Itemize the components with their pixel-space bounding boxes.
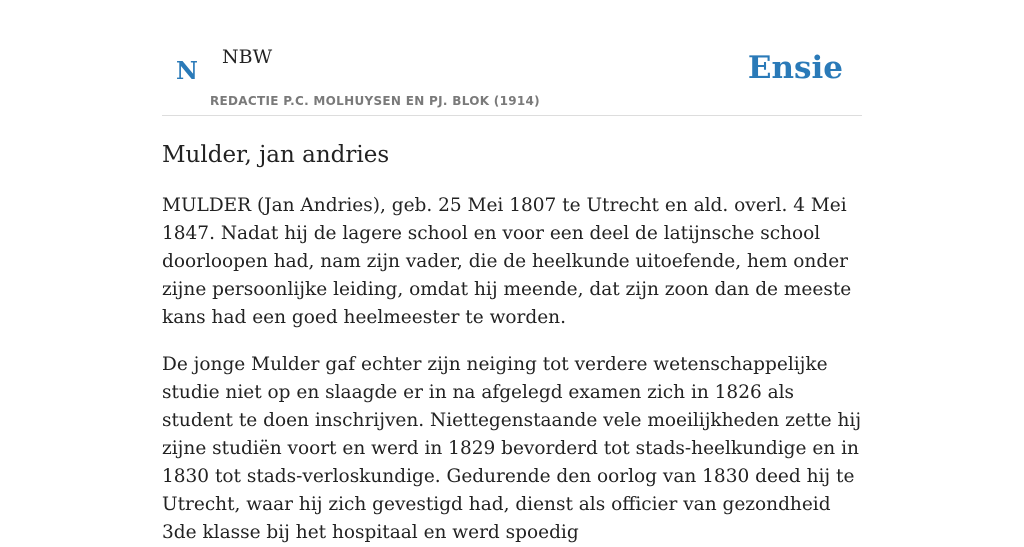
source-name[interactable]: NBW [222, 46, 273, 68]
page-container [162, 0, 862, 547]
header [162, 0, 862, 116]
article-title: Mulder, jan andries [162, 142, 390, 168]
article-paragraph: MULDER (Jan Andries), geb. 25 Mei 1807 te Utrecht en ald. overl. 4 Mei 1847. Nadat hij de lagere school en voor een deel de latijnsche school doorloopen had, nam zijn vader, die de heelkunde uitoefende, hem onder zijne persoonlijke leiding, omdat hij meende, dat zijn zoon dan de meeste kans had een goed heelmeester te worden. [162, 195, 852, 328]
source-logo[interactable]: N [176, 56, 198, 85]
source-subtitle: REDACTIE P.C. MOLHUYSEN EN PJ. BLOK (1914) [210, 94, 540, 108]
brand-logo[interactable]: Ensie [747, 50, 843, 86]
article-paragraph: De jonge Mulder gaf echter zijn neiging tot verdere wetenschappelijke studie niet op en slaagde er in na afgelegd examen zich in 1826 als student te doen inschrijven. Niettegenstaande vele moeilijkheden zette hij zijne studiën voort en werd in 1829 bevorderd tot stads-heelkundige en in 1830 tot stads-verloskundige. Gedurende den oorlog van 1830 deed hij te Utrecht, waar hij zich gevestigd had, dienst als officier van gezondheid 3de klasse bij het hospitaal en werd spoedig [162, 354, 862, 543]
